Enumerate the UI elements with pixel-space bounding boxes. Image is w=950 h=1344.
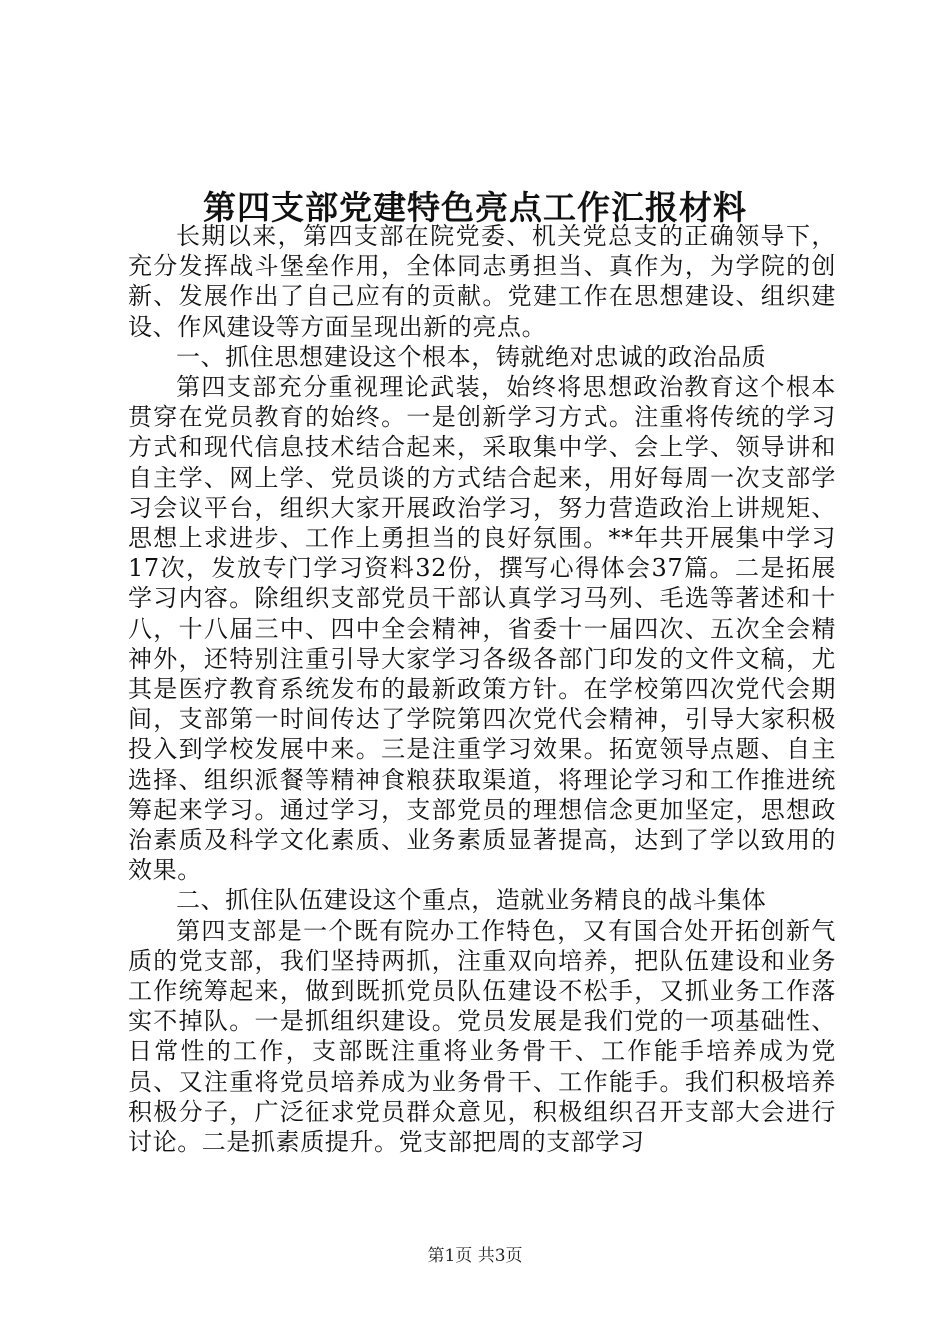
intro-paragraph: 长期以来，第四支部在院党委、机关党总支的正确领导下，充分发挥战斗堡垒作用，全体同志勇担当、真作为，为学院的创新、发展作出了自己应有的贡献。党建工作在思想建设、组织建设、作风建设等方面呈现出新的亮点。: [128, 222, 836, 341]
document-body: [128, 221, 836, 1157]
page-number-footer: 第1页 共3页: [427, 1246, 523, 1266]
section-paragraph-1: 第四支部充分重视理论武装，始终将思想政治教育这个根本贯穿在党员教育的始终。一是创新学习方式。注重将传统的学习方式和现代信息技术结合起来，采取集中学、会上学、领导讲和自主学、网上学、党员谈的方式结合起来，用好每周一次支部学习会议平台，组织大家开展政治学习，努力营造政治上讲规矩、思想上求进步、工作上勇担当的良好氛围。**年共开展集中学习17次，发放专门学习资料32份，撰写心得体会37篇。二是拓展学习内容。除组织支部党员干部认真学习马列、毛选等著述和十八，十八届三中、四中全会精神，省委十一届四次、五次全会精神外，还特别注重引导大家学习各级各部门印发的文件文稿，尤其是医疗教育系统发布的最新政策方针。在学校第四次党代会期间，支部第一时间传达了学院第四次党代会精神，引导大家积极投入到学校发展中来。三是注重学习效果。拓宽领导点题、自主选择、组织派餐等精神食粮获取渠道，将理论学习和工作推进统筹起来学习。通过学习，支部党员的理想信念更加坚定，思想政治素质及科学文化素质、业务素质显著提高，达到了学以致用的效果。: [128, 373, 836, 885]
section-paragraph-2: 第四支部是一个既有院办工作特色，又有国合处开拓创新气质的党支部，我们坚持两抓，注重双向培养，把队伍建设和业务工作统筹起来，做到既抓党员队伍建设不松手，又抓业务工作落实不掉队。一是抓组织建设。党员发展是我们党的一项基础性、日常性的工作，支部既注重将业务骨干、工作能手培养成为党员、又注重将党员培养成为业务骨干、工作能手。我们积极培养积极分子，广泛征求党员群众意见，积极组织召开支部大会进行讨论。二是抓素质提升。党支部把周的支部学习: [128, 916, 836, 1157]
section-heading-2: 二、抓住队伍建设这个重点，造就业务精良的战斗集体: [176, 886, 767, 915]
document-title: 第四支部党建特色亮点工作汇报材料: [203, 188, 747, 227]
section-heading-1: 一、抓住思想建设这个根本，铸就绝对忠诚的政治品质: [176, 342, 767, 371]
